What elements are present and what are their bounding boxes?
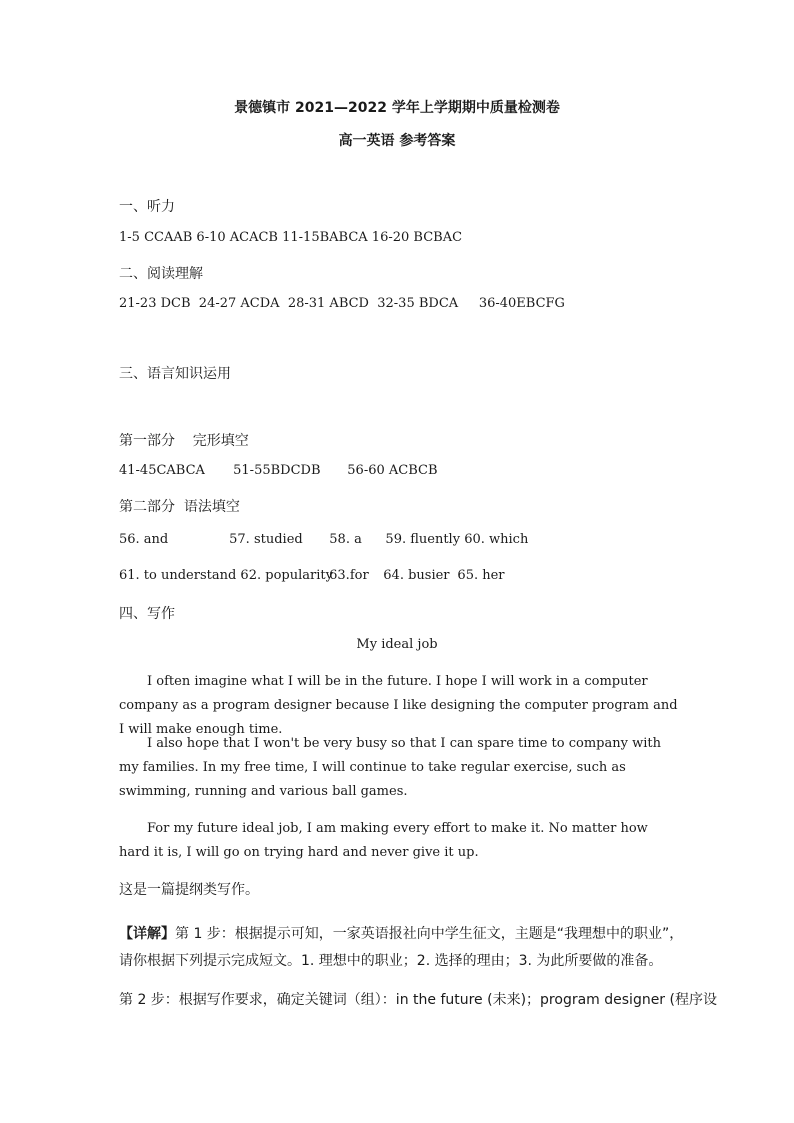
listening-answers: 1-5 CCAAB 6-10 ACACB 11-15BABCA 16-20 BCBAC bbox=[119, 230, 463, 245]
grammar-answer: 64. busier bbox=[383, 568, 450, 583]
essay-paragraph-2: I also hope that I won't be very busy so that I can spare time to company with my families. In my free time, I will continue to take regular exercise, such as swimming, running and various ball games. bbox=[119, 736, 661, 799]
writing-detail bbox=[119, 921, 689, 975]
document-title: 景德镇市 2021—2022 学年上学期期中质量检测卷 bbox=[234, 100, 560, 116]
grammar-answer: 61. to understand 62. popularity bbox=[119, 568, 333, 583]
section-heading-language: 三、语言知识运用 bbox=[119, 366, 231, 382]
grammar-answer: 63.for bbox=[329, 568, 369, 583]
detail-text: 第 1 步：根据提示可知，一家英语报社向中学生征文，主题是“我理想中的职业”，请你根据下列提示完成短文。1. 理想中的职业；2. 选择的理由；3. 为此所要做的准备。 bbox=[119, 926, 684, 969]
document-subtitle: 高一英语 参考答案 bbox=[338, 133, 456, 149]
cloze-answers bbox=[119, 463, 438, 478]
part1-heading: 第一部分 完形填空 bbox=[119, 433, 249, 449]
section-heading-reading: 二、阅读理解 bbox=[119, 266, 203, 282]
cloze-answer: 51-55BDCDB bbox=[233, 463, 321, 478]
section-heading-listening: 一、听力 bbox=[119, 199, 175, 215]
essay-paragraph-1: I often imagine what I will be in the future. I hope I will work in a computer company as a program designer because I like designing the computer program and I will make enough time. bbox=[119, 674, 678, 737]
grammar-answer: 59. fluently 60. which bbox=[385, 532, 529, 547]
grammar-answer: 56. and bbox=[119, 532, 169, 547]
grammar-answer: 57. studied bbox=[229, 532, 303, 547]
writing-type-note: 这是一篇提纲类写作。 bbox=[119, 882, 259, 898]
writing-step2: 第 2 步：根据写作要求，确定关键词（组）：in the future (未来)；program designer (程序设 bbox=[119, 992, 717, 1008]
grammar-answers-row2 bbox=[119, 568, 505, 583]
grammar-answers-row1 bbox=[119, 532, 528, 547]
part2-heading: 第二部分 语法填空 bbox=[119, 499, 240, 515]
detail-label: 【详解】 bbox=[119, 926, 175, 942]
cloze-answer: 41-45CABCA bbox=[119, 463, 205, 478]
cloze-answer: 56-60 ACBCB bbox=[347, 463, 438, 478]
essay-title: My ideal job bbox=[356, 637, 438, 652]
grammar-answer: 65. her bbox=[457, 568, 505, 583]
reading-answers: 21-23 DCB 24-27 ACDA 28-31 ABCD 32-35 BDCA 36-40EBCFG bbox=[119, 296, 565, 311]
essay-paragraph-3: For my future ideal job, I am making every effort to make it. No matter how hard it is, I will go on trying hard and never give it up. bbox=[119, 821, 648, 860]
grammar-answer: 58. a bbox=[329, 532, 362, 547]
section-heading-writing: 四、写作 bbox=[119, 606, 175, 622]
